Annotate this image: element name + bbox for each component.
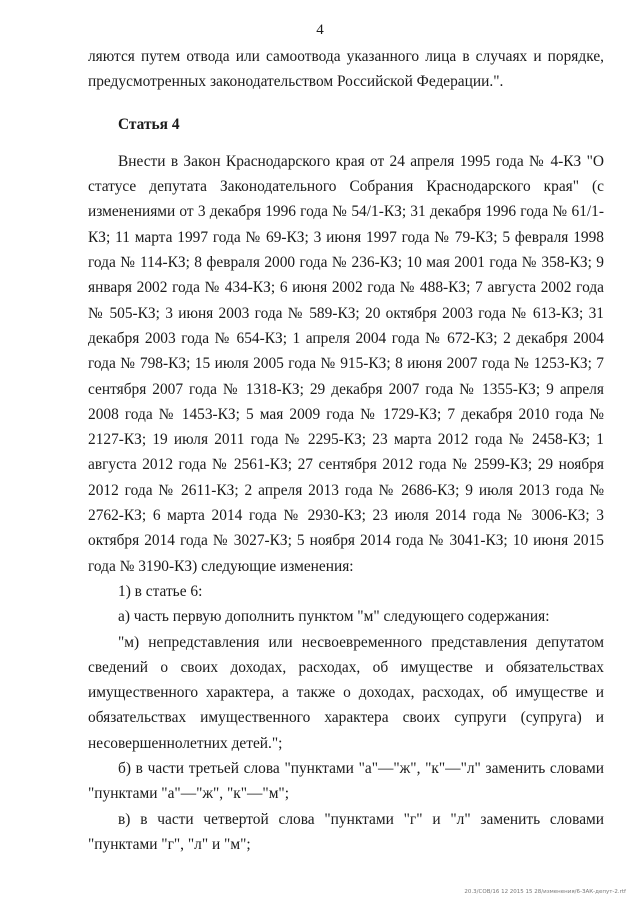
- item-1: 1) в статье 6:: [118, 582, 203, 600]
- page-number: 4: [316, 22, 324, 38]
- item-b: б) в части третьей слова "пунктами "а"—"ж", "к"—"л" заменить словами "пунктами "а"—"ж", "к"—"м";: [88, 760, 604, 803]
- item-v: в) в части четвертой слова "пунктами "г" и "л" заменить словами "пунктами "г", "л" и "м";: [88, 810, 604, 853]
- footer-file-code: 20.3/COB/16 12 2015 15 28/изменения/6-ЗАК-депут-2.rtf: [464, 889, 626, 895]
- article-intro-paragraph: Внести в Закон Краснодарского края от 24 апреля 1995 года № 4-КЗ "О статусе депутата Законодательного Собрания Краснодарского края" (с изменениями от 3 декабря 1996 года № 54/1-КЗ; 31 декабря 1996 года № 61/1-КЗ; 11 марта 1997 года № 69-КЗ; 3 июня 1997 года № 79-КЗ; 5 февраля 1998 года № 114-КЗ; 8 февраля 2000 года № 236-КЗ; 10 мая 2001 года № 358-КЗ; 9 января 2002 года № 434-КЗ; 6 июня 2002 года № 488-КЗ; 7 августа 2002 года № 505-КЗ; 3 июня 2003 года № 589-КЗ; 20 октября 2003 года № 613-КЗ; 31 декабря 2003 года № 654-КЗ; 1 апреля 2004 года № 672-КЗ; 2 декабря 2004 года № 798-КЗ; 15 июля 2005 года № 915-КЗ; 8 июня 2007 года № 1253-КЗ; 7 сентября 2007 года № 1318-КЗ; 29 декабря 2007 года № 1355-КЗ; 9 апреля 2008 года № 1453-КЗ; 5 мая 2009 года № 1729-КЗ; 7 декабря 2010 года № 2127-КЗ; 19 июля 2011 года № 2295-КЗ; 23 марта 2012 года № 2458-КЗ; 1 августа 2012 года № 2561-КЗ; 27 сентября 2012 года № 2599-КЗ; 29 ноября 2012 года № 2611-КЗ; 2 апреля 2013 года № 2686-КЗ; 9 июля 2013 года № 2762-КЗ; 6 марта 2014 года № 2930-КЗ; 23 июля 2014 года № 3006-КЗ; 3 октября 2014 года № 3027-КЗ; 5 ноября 2014 года № 3041-КЗ; 10 июня 2015 года № 3190-КЗ) следующие изменения:: [88, 152, 604, 575]
- item-m-quote: "м) непредставления или несвоевременного представления депутатом сведений о своих доходах, расходах, об имуществе и обязательствах имущественного характера, а также о доходах, расходах, об имуществе и обязательствах имущественного характера своих супруги (супруга) и несовершеннолетних детей.";: [88, 633, 604, 752]
- document-body: [88, 44, 604, 857]
- article-heading: Статья 4: [118, 115, 180, 133]
- continuation-paragraph: ляются путем отвода или самоотвода указанного лица в случаях и порядке, предусмотренных законодательством Российской Федерации.".: [88, 48, 604, 91]
- item-a: а) часть первую дополнить пунктом "м" следующего содержания:: [118, 608, 550, 626]
